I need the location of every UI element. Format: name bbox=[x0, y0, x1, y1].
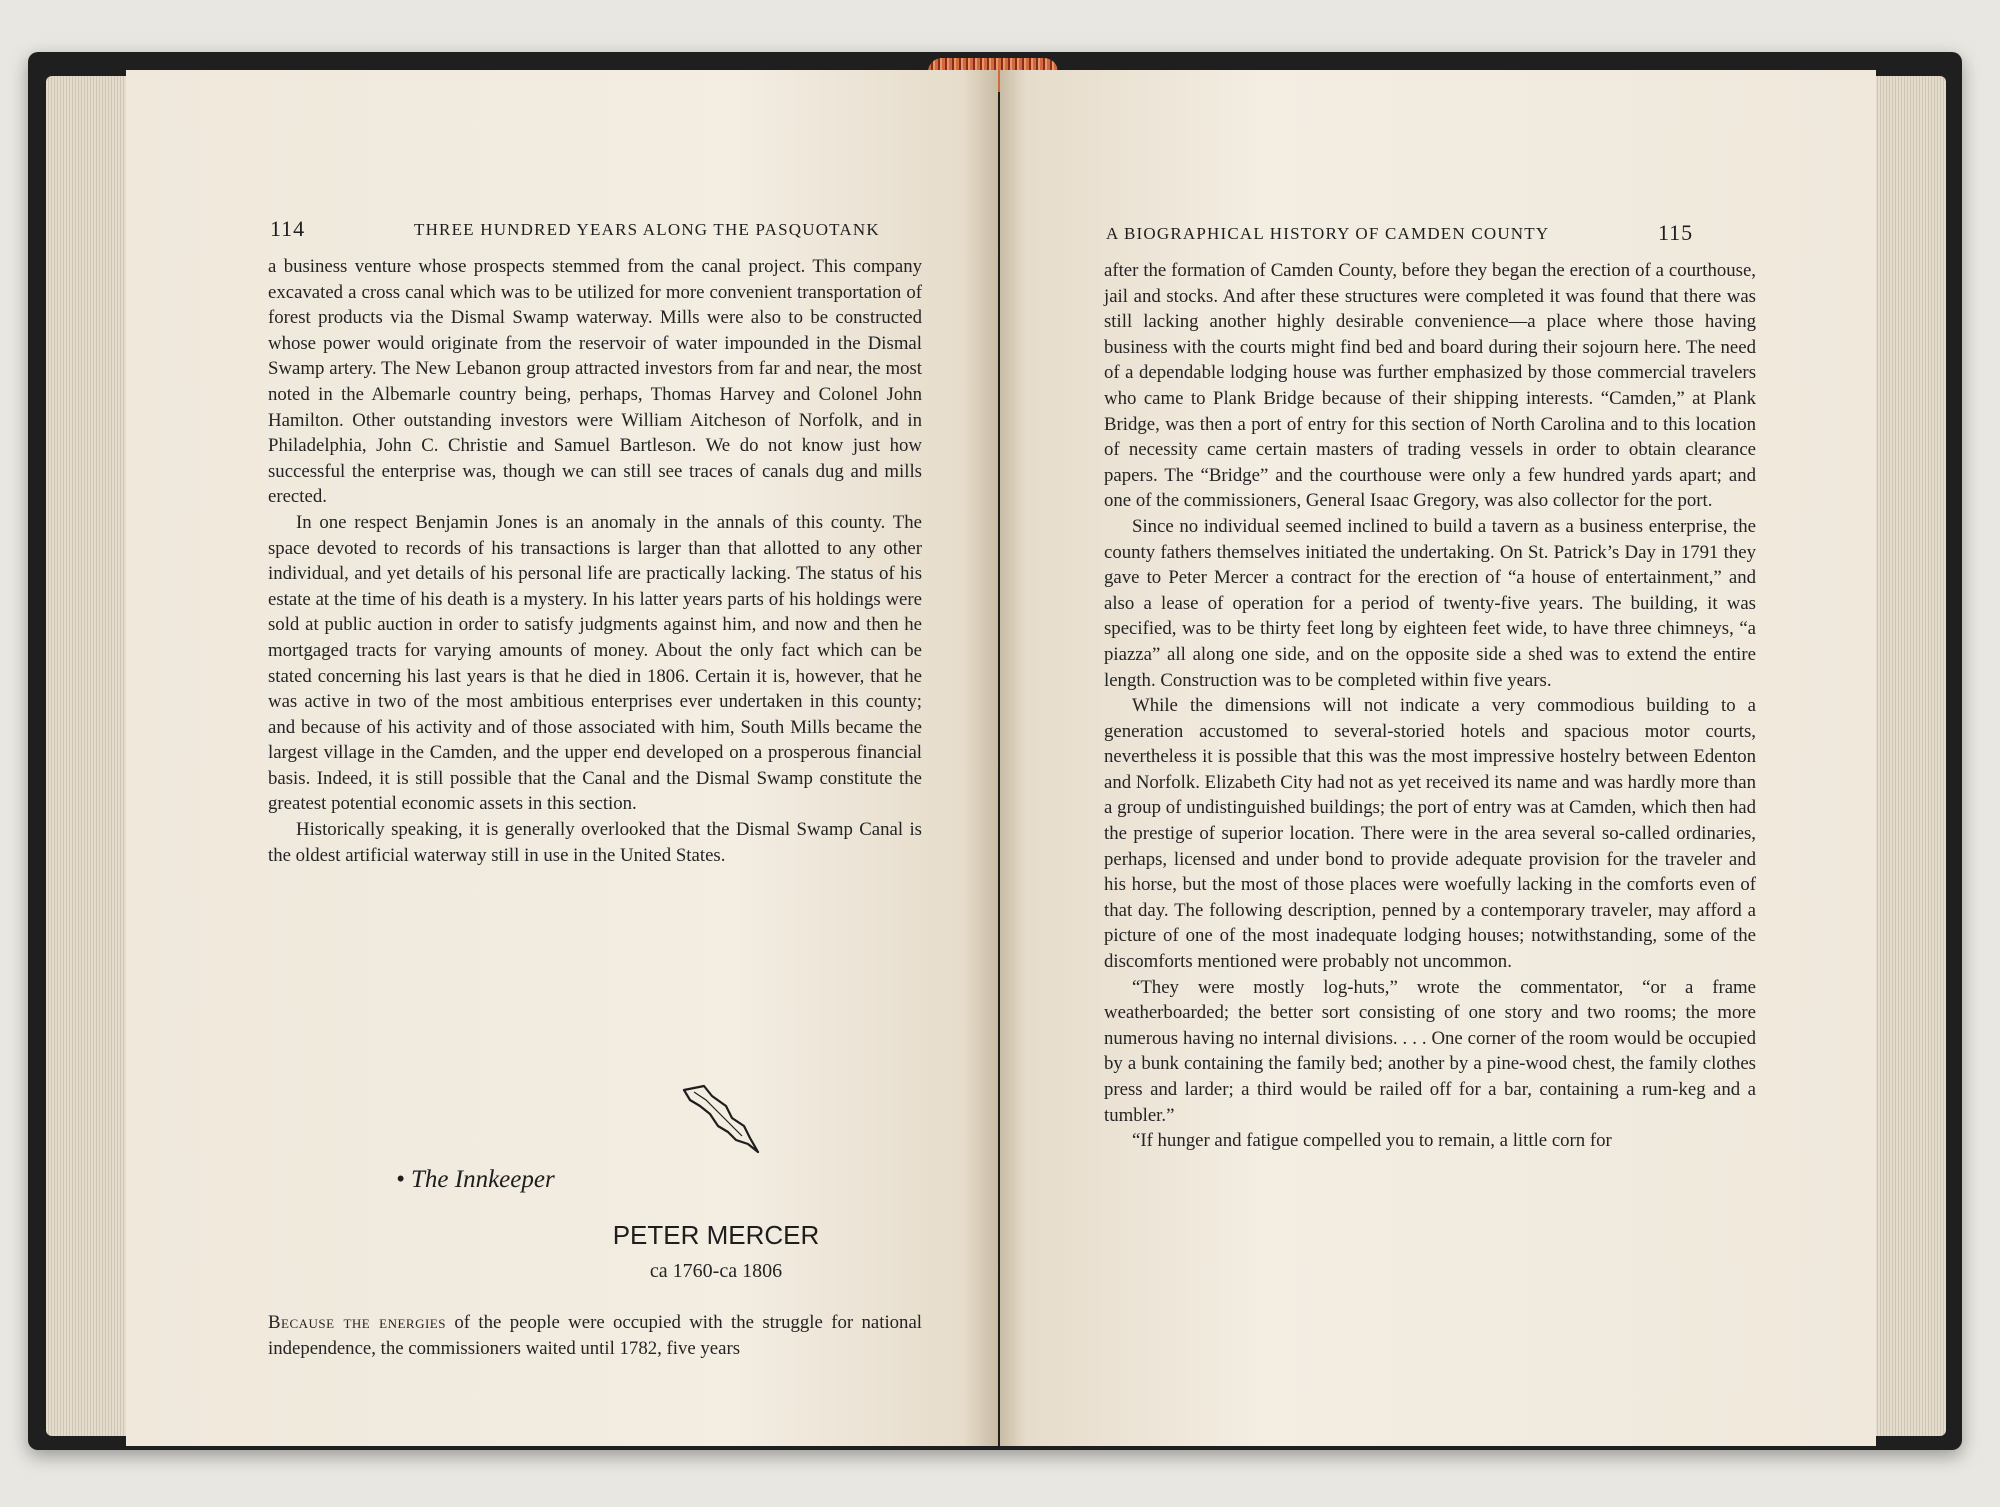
left-body-text bbox=[268, 254, 922, 868]
dismal-swamp-map-icon bbox=[682, 1082, 762, 1154]
right-paragraph-3: While the dimensions will not indicate a very commodious building to a generation accustomed to several-storied hotels and spacious motor courts, nevertheless it is possible that this was the most impressive hostelry between Edenton and Norfolk. Elizabeth City had not as yet received its name and was hardly more than a group of undistinguished buildings; the port of entry was at Camden, which then had the prestige of superior location. There were in the area several so-called ordinaries, perhaps, licensed and under bond to provide adequate provision for the traveler and his horse, but the most of those places were woefully lacking in the comforts even of that day. The following description, penned by a contemporary traveler, may afford a picture of one of the most inadequate lodging houses; notwithstanding, some of the discomforts mentioned were probably not uncommon. bbox=[1104, 695, 1756, 973]
page-number-left: 114 bbox=[270, 216, 306, 241]
left-paragraph-2: In one respect Benjamin Jones is an anomaly in the annals of this county. The space devoted to records of his transactions is larger than that allotted to any other individual, and yet details of his personal life are practically lacking. The status of his estate at the time of his death is a mystery. In his latter years parts of his holdings were sold at public auction in order to satisfy judgments against him, and now and then he mortgaged tracts for varying amounts of money. About the only fact which can be stated concerning his last years is that he died in 1806. Certain it is, however, that he was active in two of the most ambitious enterprises ever undertaken in this county; and because of his activity and of those associated with him, South Mills became the largest village in the Camden, and the upper end developed on a prosperous financial basis. Indeed, it is still possible that the Canal and the Dismal Swamp constitute the greatest potential economic assets in this section. bbox=[268, 511, 922, 815]
running-head-left: THREE HUNDRED YEARS ALONG THE PASQUOTANK bbox=[414, 220, 880, 239]
section-heading-innkeeper: • The Innkeeper bbox=[396, 1166, 555, 1193]
page-edges-left bbox=[46, 76, 136, 1436]
left-final-paragraph bbox=[268, 1310, 922, 1361]
page-number-right: 115 bbox=[1658, 220, 1694, 245]
biography-title: PETER MERCER bbox=[612, 1220, 820, 1250]
final-paragraph-text: of the people were occupied with the struggle for national independence, the commissioners waited until 1782, five years bbox=[268, 1312, 923, 1359]
small-caps-lead: Because the energies bbox=[268, 1312, 446, 1333]
left-page bbox=[126, 70, 998, 1446]
right-paragraph-4: “They were mostly log-huts,” wrote the commentator, “or a frame weatherboarded; the better sort consisting of one story and two rooms; the more numerous having no internal divisions. . . . One corner of the room would be occupied by a bunk containing the family bed; another by a pine-wood chest, the family clothes press and larder; a third would be railed off for a bar, containing a rum-keg and a tumbler.” bbox=[1104, 976, 1756, 1126]
right-body-text bbox=[1104, 258, 1756, 1154]
right-paragraph-1: after the formation of Camden County, before they began the erection of a courthouse, jail and stocks. And after these structures were completed it was found that there was still lacking another highly desirable convenience—a place where those having business with the courts might find bed and board during their sojourn here. The need of a dependable lodging house was further emphasized by those commercial travelers who came to Plank Bridge because of their shipping interests. “Camden,” at Plank Bridge, was then a port of entry for this section of North Carolina and to this location of necessity came certain masters of trading vessels in order to obtain clearance papers. The “Bridge” and the courthouse were only a few hundred yards apart; and one of the commissioners, General Isaac Gregory, was also collector for the port. bbox=[1104, 260, 1756, 512]
right-paragraph-2: Since no individual seemed inclined to build a tavern as a business enterprise, the county fathers themselves initiated the undertaking. On St. Patrick’s Day in 1791 they gave to Peter Mercer a contract for the erection of “a house of entertainment,” and also a lease of operation for a period of twenty-five years. The building, it was specified, was to be thirty feet long by eighteen feet wide, to have three chimneys, “a piazza” all along one side, and on the opposite side a shed was to extend the entire length. Construction was to be completed within five years. bbox=[1104, 515, 1756, 691]
right-paragraph-5: “If hunger and fatigue compelled you to remain, a little corn for bbox=[1132, 1130, 1612, 1152]
biography-dates: ca 1760-ca 1806 bbox=[649, 1260, 783, 1282]
right-page bbox=[1000, 70, 1876, 1446]
left-paragraph-1: a business venture whose prospects stemmed from the canal project. This company excavated a cross canal which was to be utilized for more convenient transportation of forest products via the Dismal Swamp waterway. Mills were also to be constructed whose power would originate from the reservoir of water impounded in the Dismal Swamp artery. The New Lebanon group attracted investors from far and near, the most noted in the Albemarle country being, perhaps, Thomas Harvey and Colonel John Hamilton. Other outstanding investors were William Aitcheson of Norfolk, and in Philadelphia, John C. Christie and Samuel Bartleson. We do not know just how successful the enterprise was, though we can still see traces of canals dug and mills erected. bbox=[268, 256, 922, 508]
left-paragraph-3: Historically speaking, it is generally overlooked that the Dismal Swamp Canal is the oldest artificial waterway still in use in the United States. bbox=[268, 819, 922, 866]
running-head-right: A BIOGRAPHICAL HISTORY OF CAMDEN COUNTY bbox=[1106, 224, 1550, 243]
